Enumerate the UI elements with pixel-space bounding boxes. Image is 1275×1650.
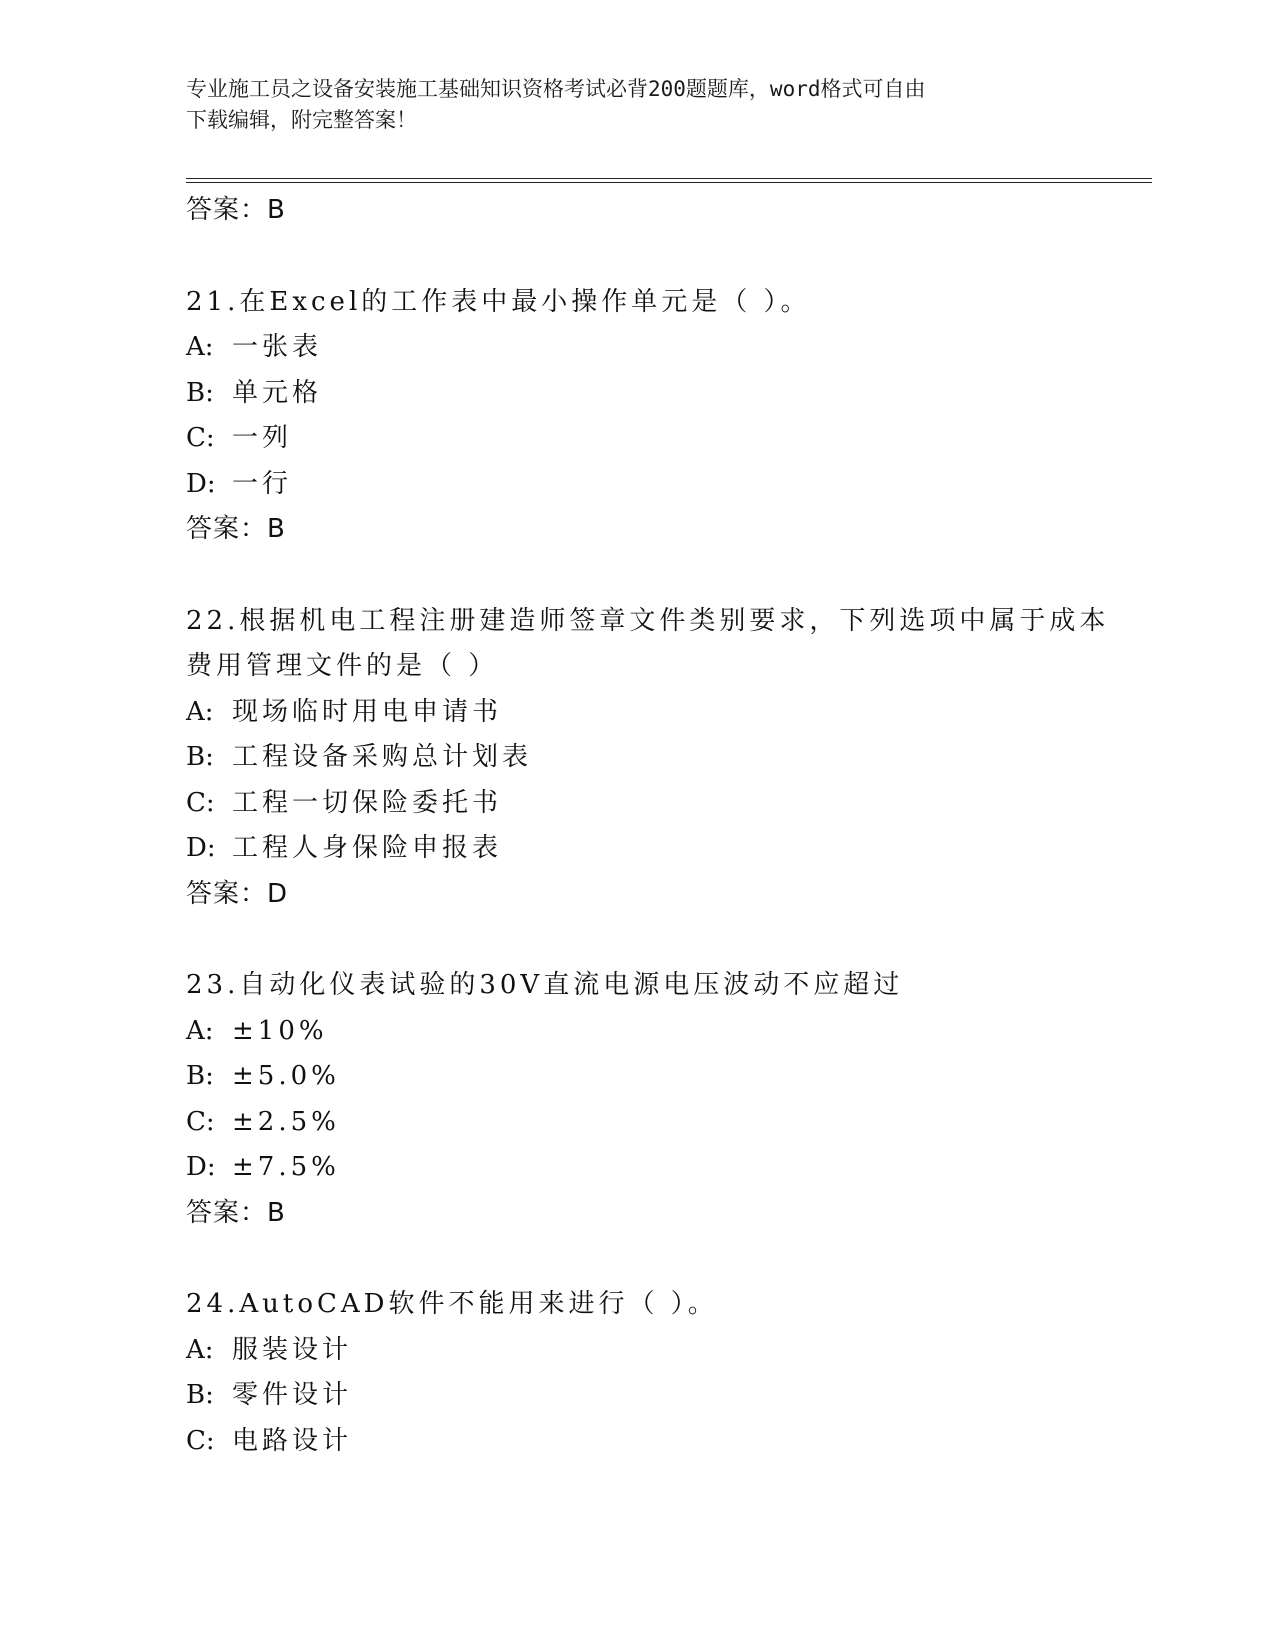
answer-line: 答案：D [186,878,289,909]
option-text: 电路设计 [232,1425,353,1456]
option-label: B: [186,1061,214,1091]
option-text: 零件设计 [232,1380,353,1410]
option-c [186,1100,1152,1146]
option-b [186,1373,1152,1419]
previous-answer: 答案：B [186,195,286,225]
option-a [186,1328,1152,1374]
document-header [186,74,1066,136]
option-label: D: [186,468,216,499]
answer-line: 答案：B [186,1197,286,1228]
option-text: ±2.5% [232,1106,340,1137]
option-label: A: [186,696,214,727]
option-text: 现场临时用电申请书 [232,696,503,727]
option-text: 一张表 [232,332,323,362]
option-c [186,781,1152,827]
question-block [186,599,1152,918]
question-stem: 22.根据机电工程注册建造师签章文件类别要求，下列选项中属于成本 [186,605,1110,636]
spacer [186,1236,1152,1282]
option-label: D: [186,1152,216,1182]
header-line: 下载编辑，附完整答案！ [186,108,417,132]
option-label: A: [186,1334,214,1365]
option-label: C: [186,1425,215,1456]
option-text: 工程人身保险申报表 [232,833,503,863]
option-text: 单元格 [232,377,323,408]
header-line: 专业施工员之设备安装施工基础知识资格考试必背200题题库，word格式可自由 [186,77,926,101]
spacer [186,234,1152,280]
option-text: 工程设备采购总计划表 [232,742,533,772]
option-text: ±5.0% [232,1061,340,1091]
option-text: 一行 [232,468,293,499]
header-divider [186,178,1152,183]
option-a [186,325,1152,371]
question-block [186,1282,1152,1464]
option-d [186,462,1152,508]
option-b [186,371,1152,417]
option-text: 一列 [232,423,293,453]
option-d [186,826,1152,872]
option-label: B: [186,377,214,408]
question-block [186,963,1152,1236]
option-text: 服装设计 [232,1334,353,1365]
question-stem: 24.AutoCAD软件不能用来进行（ ）。 [186,1289,718,1319]
option-label: D: [186,833,216,863]
answer-line: 答案：B [186,514,286,544]
option-label: A: [186,332,214,362]
option-label: B: [186,1380,214,1410]
option-d [186,1145,1152,1191]
spacer [186,553,1152,599]
option-label: A: [186,1015,214,1046]
option-label: C: [186,1106,215,1137]
question-list [186,188,1152,1464]
option-label: C: [186,787,215,818]
option-c [186,416,1152,462]
option-b [186,1054,1152,1100]
option-a [186,690,1152,736]
option-label: B: [186,742,214,772]
option-c [186,1419,1152,1465]
question-stem-continued: 费用管理文件的是（ ） [186,651,499,681]
option-label: C: [186,423,215,453]
question-block [186,280,1152,553]
option-a [186,1009,1152,1055]
option-text: ±10% [232,1015,328,1046]
option-text: ±7.5% [232,1152,340,1182]
question-stem: 21.在Excel的工作表中最小操作单元是（ ）。 [186,286,811,317]
question-stem: 23.自动化仪表试验的30V直流电源电压波动不应超过 [186,970,904,1000]
option-text: 工程一切保险委托书 [232,787,503,818]
option-b [186,735,1152,781]
spacer [186,917,1152,963]
